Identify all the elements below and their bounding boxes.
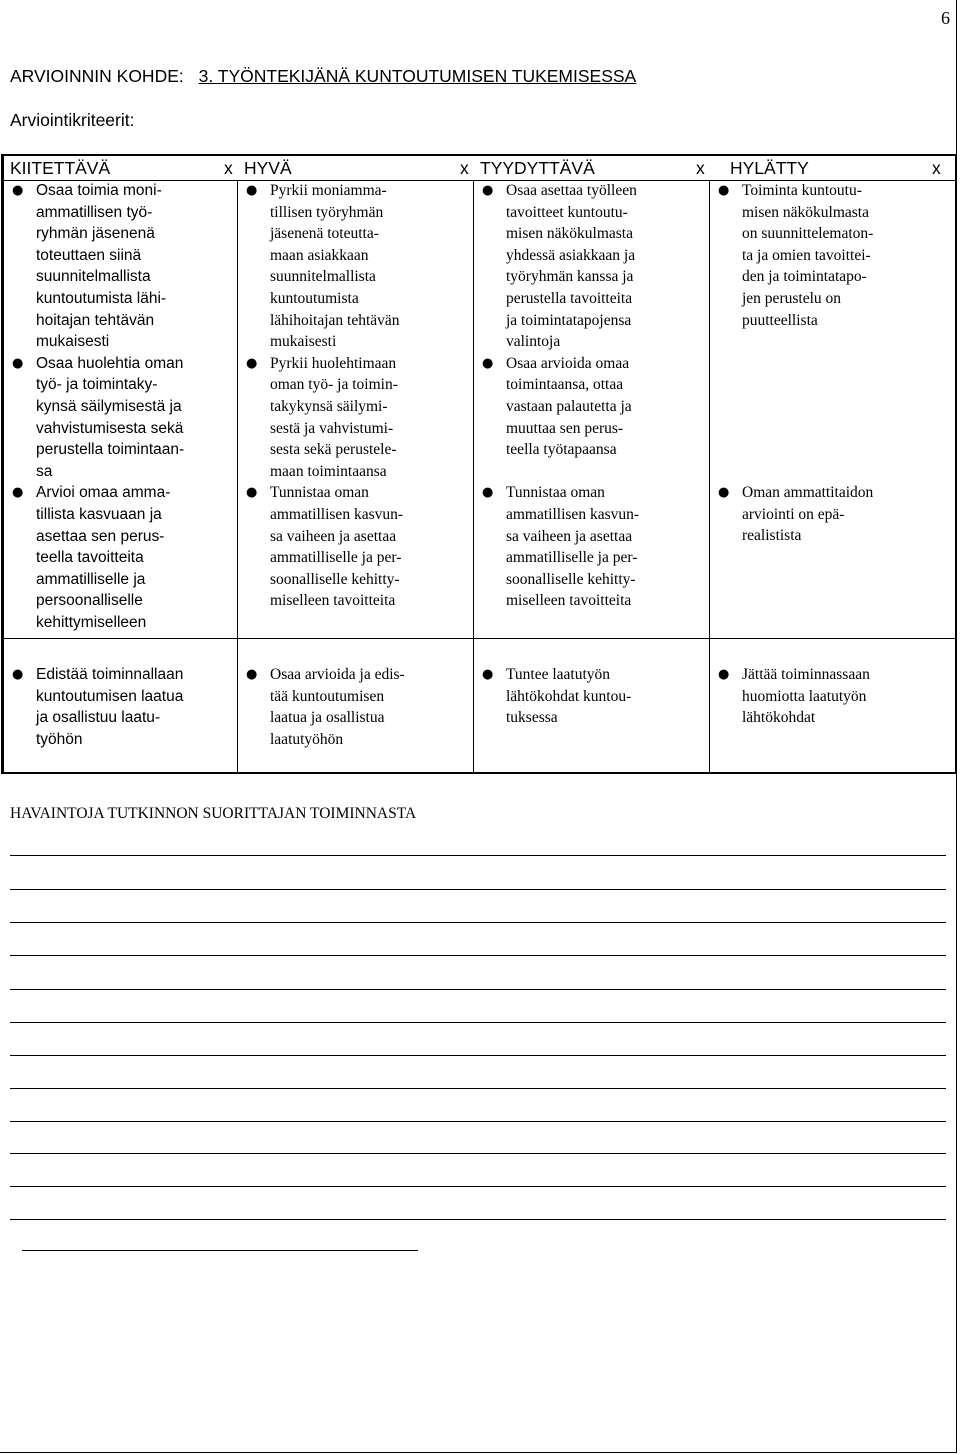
bullet-icon: ●: [246, 183, 258, 198]
writing-line[interactable]: [10, 1186, 946, 1187]
cell-hyva-top: [238, 180, 403, 612]
row-divider: [4, 638, 955, 639]
list-item: ● Pyrkii huolehtimaan oman työ- ja toimin- takykynsä säilymi- sestä ja vahvistumi- sesta sekä perustele- maan toimintaansa: [246, 354, 398, 480]
bullet-icon: ●: [482, 183, 494, 198]
observations-title: HAVAINTOJA TUTKINNON SUORITTAJAN TOIMINNASTA: [10, 805, 417, 822]
target-label: ARVIOINNIN KOHDE:: [10, 66, 184, 86]
page-number: 6: [941, 8, 950, 28]
writing-line[interactable]: [10, 889, 946, 890]
list-item: ● Osaa arvioida ja edis- tää kuntoutumisen laatua ja osallistua laatutyöhön: [246, 666, 405, 748]
criteria-table: [1, 154, 957, 774]
writing-line[interactable]: [10, 1088, 946, 1089]
list-item: ● Oman ammattitaidon arviointi on epä- realistista: [718, 484, 874, 545]
header-hylatty: HYLÄTTY: [730, 158, 809, 178]
header-x1: x: [224, 158, 233, 178]
bullet-icon: ●: [12, 667, 24, 682]
list-item: ● Osaa toimia moni- ammatillisen työ- ryhmän jäsenenä toteuttaen siinä suunnitelmallista kuntoutumista lähi- hoitajan tehtävän mukaisesti: [12, 182, 167, 351]
table-header: [4, 156, 955, 181]
cell-tyydyttava-bottom: [474, 664, 631, 729]
assessment-target: [10, 66, 636, 87]
writing-line[interactable]: [10, 989, 946, 990]
list-item: ● Tunnistaa oman ammatillisen kasvun- sa vaiheen ja asettaa ammatilliselle ja per- soonalliselle kehitty- miselleen tavoitteita: [246, 484, 404, 610]
bullet-icon: ●: [246, 355, 258, 371]
criteria-label: Arviointikriteerit:: [10, 110, 135, 130]
header-hyva: HYVÄ: [244, 158, 292, 178]
cell-kiitettava-bottom: [4, 664, 183, 750]
list-item: ● Osaa arvioida omaa toimintaansa, ottaa vastaan palautetta ja muuttaa sen perus- teella työtapaansa: [482, 354, 632, 459]
cell-hylatty-top: [710, 180, 873, 547]
list-item: ● Tuntee laatutyön lähtökohdat kuntou- tuksessa: [482, 666, 632, 727]
cell-hyva-bottom: [238, 664, 405, 750]
header-x4: x: [932, 158, 941, 178]
writing-line[interactable]: [10, 1022, 946, 1023]
writing-line[interactable]: [10, 1219, 946, 1220]
list-item: ● Toiminta kuntoutu- misen näkökulmasta on suunnittelematon- ta ja omien tavoittei- den ja toimintatapo- jen perustelu on puutteellista: [718, 182, 874, 329]
bullet-icon: ●: [718, 485, 730, 501]
target-title: 3. TYÖNTEKIJÄNÄ KUNTOUTUMISEN TUKEMISESSA: [198, 66, 637, 86]
writing-line[interactable]: [10, 1055, 946, 1056]
bullet-icon: ●: [718, 667, 730, 682]
bullet-icon: ●: [12, 183, 24, 198]
bullet-icon: ●: [482, 355, 494, 371]
list-item: ● Pyrkii moniamma- tillisen työryhmän jäsenenä toteutta- maan asiakkaan suunnitelmallista kuntoutumista lähihoitajan tehtävän mukaisesti: [246, 182, 400, 351]
cell-hylatty-bottom: [710, 664, 870, 729]
writing-line[interactable]: [10, 1153, 946, 1154]
bullet-icon: ●: [246, 667, 258, 682]
list-item: ● Arvioi omaa amma- tillista kasvuaan ja asettaa sen perus- teella tavoitteita ammatilliselle ja persoonalliselle kehittymiselleen: [12, 484, 171, 631]
writing-line[interactable]: [22, 1250, 418, 1251]
bullet-icon: ●: [246, 485, 258, 501]
writing-line[interactable]: [10, 922, 946, 923]
list-item: ● Tunnistaa oman ammatillisen kasvun- sa vaiheen ja asettaa ammatilliselle ja per- soonalliselle kehitty- miselleen tavoitteita: [482, 484, 640, 610]
bullet-icon: ●: [482, 485, 494, 501]
header-x2: x: [460, 158, 469, 178]
list-item: ● Osaa asettaa työlleen tavoitteet kuntoutu- misen näkökulmasta yhdessä asiakkaan ja työryhmän kanssa ja perustella tavoitteita ja toimintatapojensa valintoja: [482, 182, 637, 351]
header-kiitettava: KIITETTÄVÄ: [10, 158, 111, 178]
list-item: ● Jättää toiminnassaan huomiotta laatutyön lähtökohdat: [718, 666, 870, 727]
list-item: ● Edistää toiminnallaan kuntoutumisen laatua ja osallistuu laatu- työhön: [12, 666, 184, 748]
header-x3: x: [696, 158, 705, 178]
list-item: ● Osaa huolehtia oman työ- ja toimintaky- kynsä säilymisestä ja vahvistumisesta sekä perustella toimintaan- sa: [12, 354, 185, 480]
header-tyydyttava: TYYDYTTÄVÄ: [480, 158, 595, 178]
bullet-icon: ●: [482, 667, 494, 682]
cell-kiitettava-top: [4, 180, 184, 633]
writing-line[interactable]: [10, 855, 946, 856]
bullet-icon: ●: [12, 355, 24, 371]
cell-tyydyttava-top: [474, 180, 639, 612]
bullet-icon: ●: [12, 485, 24, 501]
writing-line[interactable]: [10, 955, 946, 956]
writing-line[interactable]: [10, 1121, 946, 1122]
bullet-icon: ●: [718, 183, 730, 198]
